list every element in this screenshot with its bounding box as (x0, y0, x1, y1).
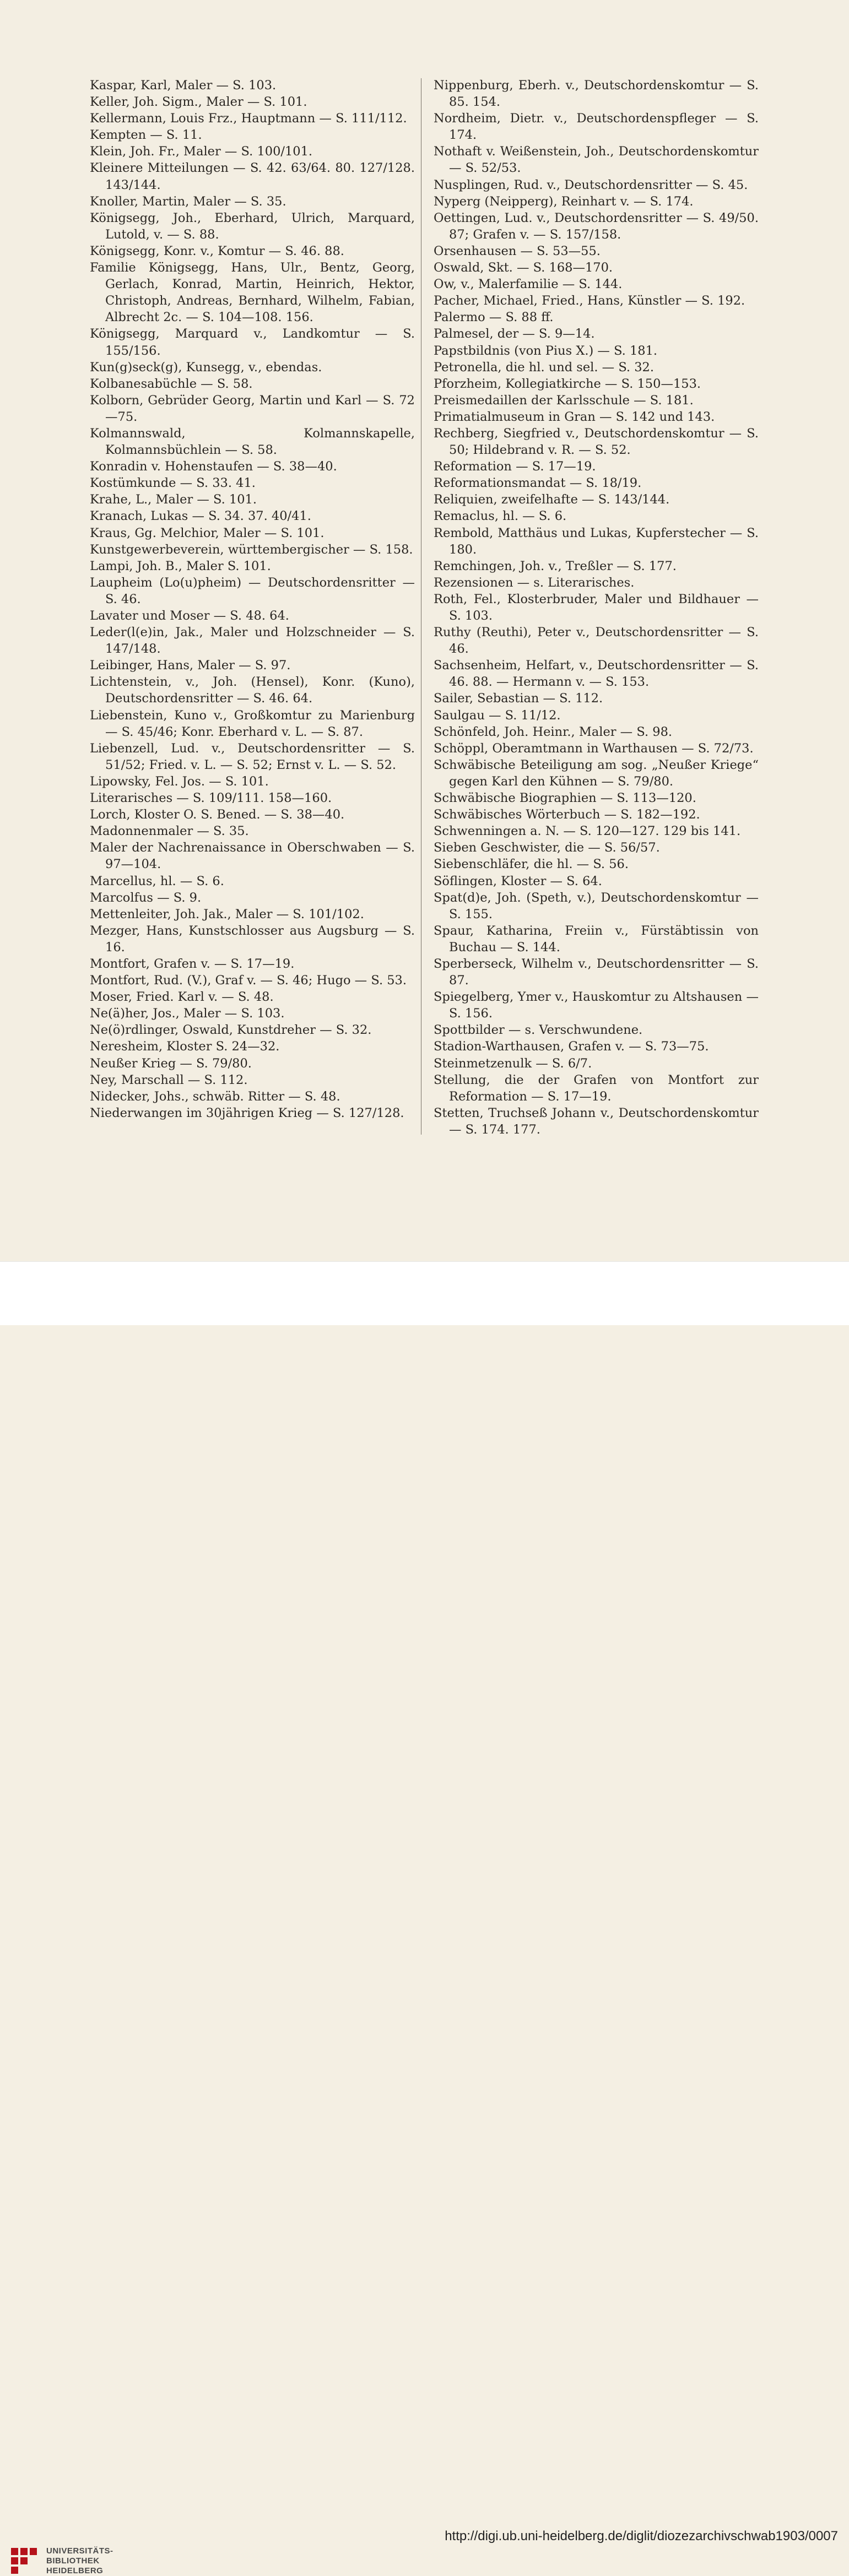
index-entry: Sailer, Sebastian — S. 112. (434, 691, 603, 706)
index-entry: Sperberseck, Wilhelm v., Deutschordensritter — S. 87. (434, 956, 759, 988)
index-entry: Spottbilder — s. Verschwundene. (434, 1023, 643, 1038)
index-entry: Remaclus, hl. — S. 6. (434, 509, 567, 524)
index-entry: Söflingen, Kloster — S. 64. (434, 874, 602, 888)
index-entry: Familie Königsegg, Hans, Ulr., Bentz, Georg, Gerlach, Konrad, Martin, Heinrich, Hektor, Christoph, Andreas, Bernhard, Wilhelm, Fabian, Albrecht 2c. — S. 104—108. 156. (90, 261, 415, 325)
index-entry: Nidecker, Johs., schwäb. Ritter — S. 48. (90, 1089, 340, 1104)
index-entry: Kunstgewerbeverein, württembergischer — S. 158. (90, 542, 413, 557)
index-entry: Schwenningen a. N. — S. 120—127. 129 bis 141. (434, 824, 741, 839)
index-entry: Kleinere Mitteilungen — S. 42. 63/64. 80. 127/128. 143/144. (90, 161, 415, 192)
index-column-left (90, 77, 415, 1121)
scanned-page (0, 0, 849, 1261)
index-entry: Schwäbisches Wörterbuch — S. 182—192. (434, 807, 700, 822)
index-entry: Laupheim (Lo(u)pheim) — Deutschordensritter — S. 46. (90, 575, 415, 606)
library-logo-icon (10, 2547, 39, 2575)
index-entry: Kolbanesabüchle — S. 58. (90, 376, 253, 391)
index-entry: Reliquien, zweifelhafte — S. 143/144. (434, 492, 670, 507)
index-entry: Ne(ä)her, Jos., Maler — S. 103. (90, 1006, 285, 1021)
index-entry: Königsegg, Marquard v., Landkomtur — S. 155/156. (90, 327, 415, 358)
index-entry: Madonnenmaler — S. 35. (90, 824, 249, 839)
index-entry: Kraus, Gg. Melchior, Maler — S. 101. (90, 525, 325, 540)
index-entry: Knoller, Martin, Maler — S. 35. (90, 194, 286, 209)
index-entry: Remchingen, Joh. v., Treßler — S. 177. (434, 558, 677, 573)
index-entry: Stadion-Warthausen, Grafen v. — S. 73—75. (434, 1039, 709, 1054)
index-entry: Kolmannswald, Kolmannskapelle, Kolmannsbüchlein — S. 58. (90, 426, 415, 458)
source-url[interactable]: http://digi.ub.uni-heidelberg.de/diglit/diozezarchivschwab1903/0007 (445, 2529, 838, 2544)
index-entry: Rembold, Matthäus und Lukas, Kupferstecher — S. 180. (434, 525, 759, 557)
library-name (46, 2546, 113, 2576)
index-entry: Pacher, Michael, Fried., Hans, Künstler — S. 192. (434, 294, 745, 308)
index-entry: Rezensionen — s. Literarisches. (434, 575, 635, 590)
index-entry: Ney, Marschall — S. 112. (90, 1072, 248, 1087)
index-entry: Petronella, die hl. und sel. — S. 32. (434, 360, 655, 375)
index-entry: Königsegg, Joh., Eberhard, Ulrich, Marquard, Lutold, v. — S. 88. (90, 210, 415, 242)
index-entry: Orsenhausen — S. 53—55. (434, 243, 601, 258)
index-entry: Schönfeld, Joh. Heinr., Maler — S. 98. (434, 724, 673, 739)
index-entry: Kellermann, Louis Frz., Hauptmann — S. 111/112. (90, 111, 407, 126)
index-entry: Reformation — S. 17—19. (434, 459, 596, 474)
index-entry: Spiegelberg, Ymer v., Hauskomtur zu Altshausen — S. 156. (434, 990, 759, 1021)
index-entry: Königsegg, Konr. v., Komtur — S. 46. 88. (90, 243, 344, 258)
index-entry: Nyperg (Neipperg), Reinhart v. — S. 174. (434, 194, 694, 209)
index-entry: Literarisches — S. 109/111. 158—160. (90, 791, 332, 806)
index-entry: Ow, v., Malerfamilie — S. 144. (434, 277, 623, 292)
index-entry: Spaur, Katharina, Freiin v., Fürstäbtissin von Buchau — S. 144. (434, 923, 759, 955)
index-column-right (434, 77, 759, 1138)
index-entry: Stetten, Truchseß Johann v., Deutschordenskomtur — S. 174. 177. (434, 1105, 759, 1137)
index-entry: Pforzheim, Kollegiatkirche — S. 150—153. (434, 376, 701, 391)
index-entry: Ruthy (Reuthi), Peter v., Deutschordensritter — S. 46. (434, 625, 759, 657)
index-entry: Keller, Joh. Sigm., Maler — S. 101. (90, 95, 307, 110)
index-entry: Nippenburg, Eberh. v., Deutschordenskomtur — S. 85. 154. (434, 78, 759, 110)
index-entry: Oswald, Skt. — S. 168—170. (434, 261, 613, 275)
index-entry: Saulgau — S. 11/12. (434, 708, 561, 723)
index-entry: Liebenzell, Lud. v., Deutschordensritter — S. 51/52; Fried. v. L. — S. 52; Ernst v. L. — S. 52. (90, 741, 415, 772)
index-entry: Kaspar, Karl, Maler — S. 103. (90, 78, 277, 93)
index-entry: Nothaft v. Weißenstein, Joh., Deutschordenskomtur — S. 52/53. (434, 144, 759, 176)
index-entry: Roth, Fel., Klosterbruder, Maler und Bildhauer — S. 103. (434, 592, 759, 623)
index-entry: Leder(l(e)in, Jak., Maler und Holzschneider — S. 147/148. (90, 625, 415, 657)
index-entry: Lorch, Kloster O. S. Bened. — S. 38—40. (90, 807, 345, 822)
index-entry: Schwäbische Beteiligung am sog. „Neußer Kriege“ gegen Karl den Kühnen — S. 79/80. (434, 757, 759, 789)
index-entry: Mettenleiter, Joh. Jak., Maler — S. 101/102. (90, 907, 364, 921)
index-entry: Kranach, Lukas — S. 34. 37. 40/41. (90, 509, 311, 524)
index-entry: Marcellus, hl. — S. 6. (90, 874, 224, 888)
library-name-line1: UNIVERSITÄTS- (46, 2546, 113, 2556)
index-entry: Spat(d)e, Joh. (Speth, v.), Deutschordenskomtur — S. 155. (434, 890, 759, 921)
index-entry: Lavater und Moser — S. 48. 64. (90, 609, 289, 623)
index-entry: Reformationsmandat — S. 18/19. (434, 476, 642, 491)
index-entry: Neußer Krieg — S. 79/80. (90, 1056, 252, 1071)
index-entry: Primatialmuseum in Gran — S. 142 und 143. (434, 409, 715, 424)
index-entry: Kempten — S. 11. (90, 128, 202, 143)
index-entry: Marcolfus — S. 9. (90, 890, 202, 905)
index-entry: Liebenstein, Kuno v., Großkomtur zu Marienburg — S. 45/46; Konr. Eberhard v. L. — S. 87. (90, 708, 415, 739)
index-entry: Montfort, Rud. (V.), Graf v. — S. 46; Hugo — S. 53. (90, 973, 407, 988)
index-entry: Stellung, die der Grafen von Montfort zur Reformation — S. 17—19. (434, 1072, 759, 1104)
index-entry: Lipowsky, Fel. Jos. — S. 101. (90, 774, 269, 789)
index-entry: Lichtenstein, v., Joh. (Hensel), Konr. (Kuno), Deutschordensritter — S. 46. 64. (90, 675, 415, 706)
index-entry: Kostümkunde — S. 33. 41. (90, 476, 256, 491)
index-entry: Papstbildnis (von Pius X.) — S. 181. (434, 343, 658, 358)
index-entry: Ne(ö)rdlinger, Oswald, Kunstdreher — S. 32. (90, 1023, 372, 1038)
index-entry: Montfort, Grafen v. — S. 17—19. (90, 956, 295, 971)
index-entry: Moser, Fried. Karl v. — S. 48. (90, 990, 274, 1005)
index-entry: Klein, Joh. Fr., Maler — S. 100/101. (90, 144, 313, 159)
index-entry: Steinmetzenulk — S. 6/7. (434, 1056, 592, 1071)
footer-bar (0, 1261, 849, 2575)
index-entry: Neresheim, Kloster S. 24—32. (90, 1039, 280, 1054)
index-entry: Niederwangen im 30jährigen Krieg — S. 127/128. (90, 1105, 404, 1120)
index-entry: Schöppl, Oberamtmann in Warthausen — S. 72/73. (434, 741, 754, 756)
index-entry: Rechberg, Siegfried v., Deutschordenskomtur — S. 50; Hildebrand v. R. — S. 52. (434, 426, 759, 458)
index-entry: Konradin v. Hohenstaufen — S. 38—40. (90, 459, 337, 474)
index-entry: Schwäbische Biographien — S. 113—120. (434, 791, 696, 806)
library-name-line3: HEIDELBERG (46, 2566, 104, 2575)
index-entry: Sieben Geschwister, die — S. 56/57. (434, 840, 660, 855)
index-entry: Preismedaillen der Karlsschule — S. 181. (434, 393, 694, 408)
index-entry: Krahe, L., Maler — S. 101. (90, 492, 257, 507)
index-entry: Siebenschläfer, die hl. — S. 56. (434, 857, 629, 872)
index-entry: Kun(g)seck(g), Kunsegg, v., ebendas. (90, 360, 322, 375)
index-entry: Kolborn, Gebrüder Georg, Martin und Karl — S. 72—75. (90, 393, 415, 424)
index-entry: Palmesel, der — S. 9—14. (434, 327, 595, 341)
index-entry: Leibinger, Hans, Maler — S. 97. (90, 658, 291, 673)
index-entry: Sachsenheim, Helfart, v., Deutschordensritter — S. 46. 88. — Hermann v. — S. 153. (434, 658, 759, 690)
index-entry: Maler der Nachrenaissance in Oberschwaben — S. 97—104. (90, 840, 415, 872)
index-entry: Oettingen, Lud. v., Deutschordensritter — S. 49/50. 87; Grafen v. — S. 157/158. (434, 210, 759, 242)
index-entry: Nordheim, Dietr. v., Deutschordenspfleger — S. 174. (434, 111, 759, 143)
library-name-line2: BIBLIOTHEK (46, 2556, 100, 2566)
index-entry: Nusplingen, Rud. v., Deutschordensritter — S. 45. (434, 177, 748, 192)
index-entry: Lampi, Joh. B., Maler S. 101. (90, 558, 271, 573)
index-entry: Palermo — S. 88 ff. (434, 310, 554, 325)
index-entry: Mezger, Hans, Kunstschlosser aus Augsburg — S. 16. (90, 923, 415, 955)
